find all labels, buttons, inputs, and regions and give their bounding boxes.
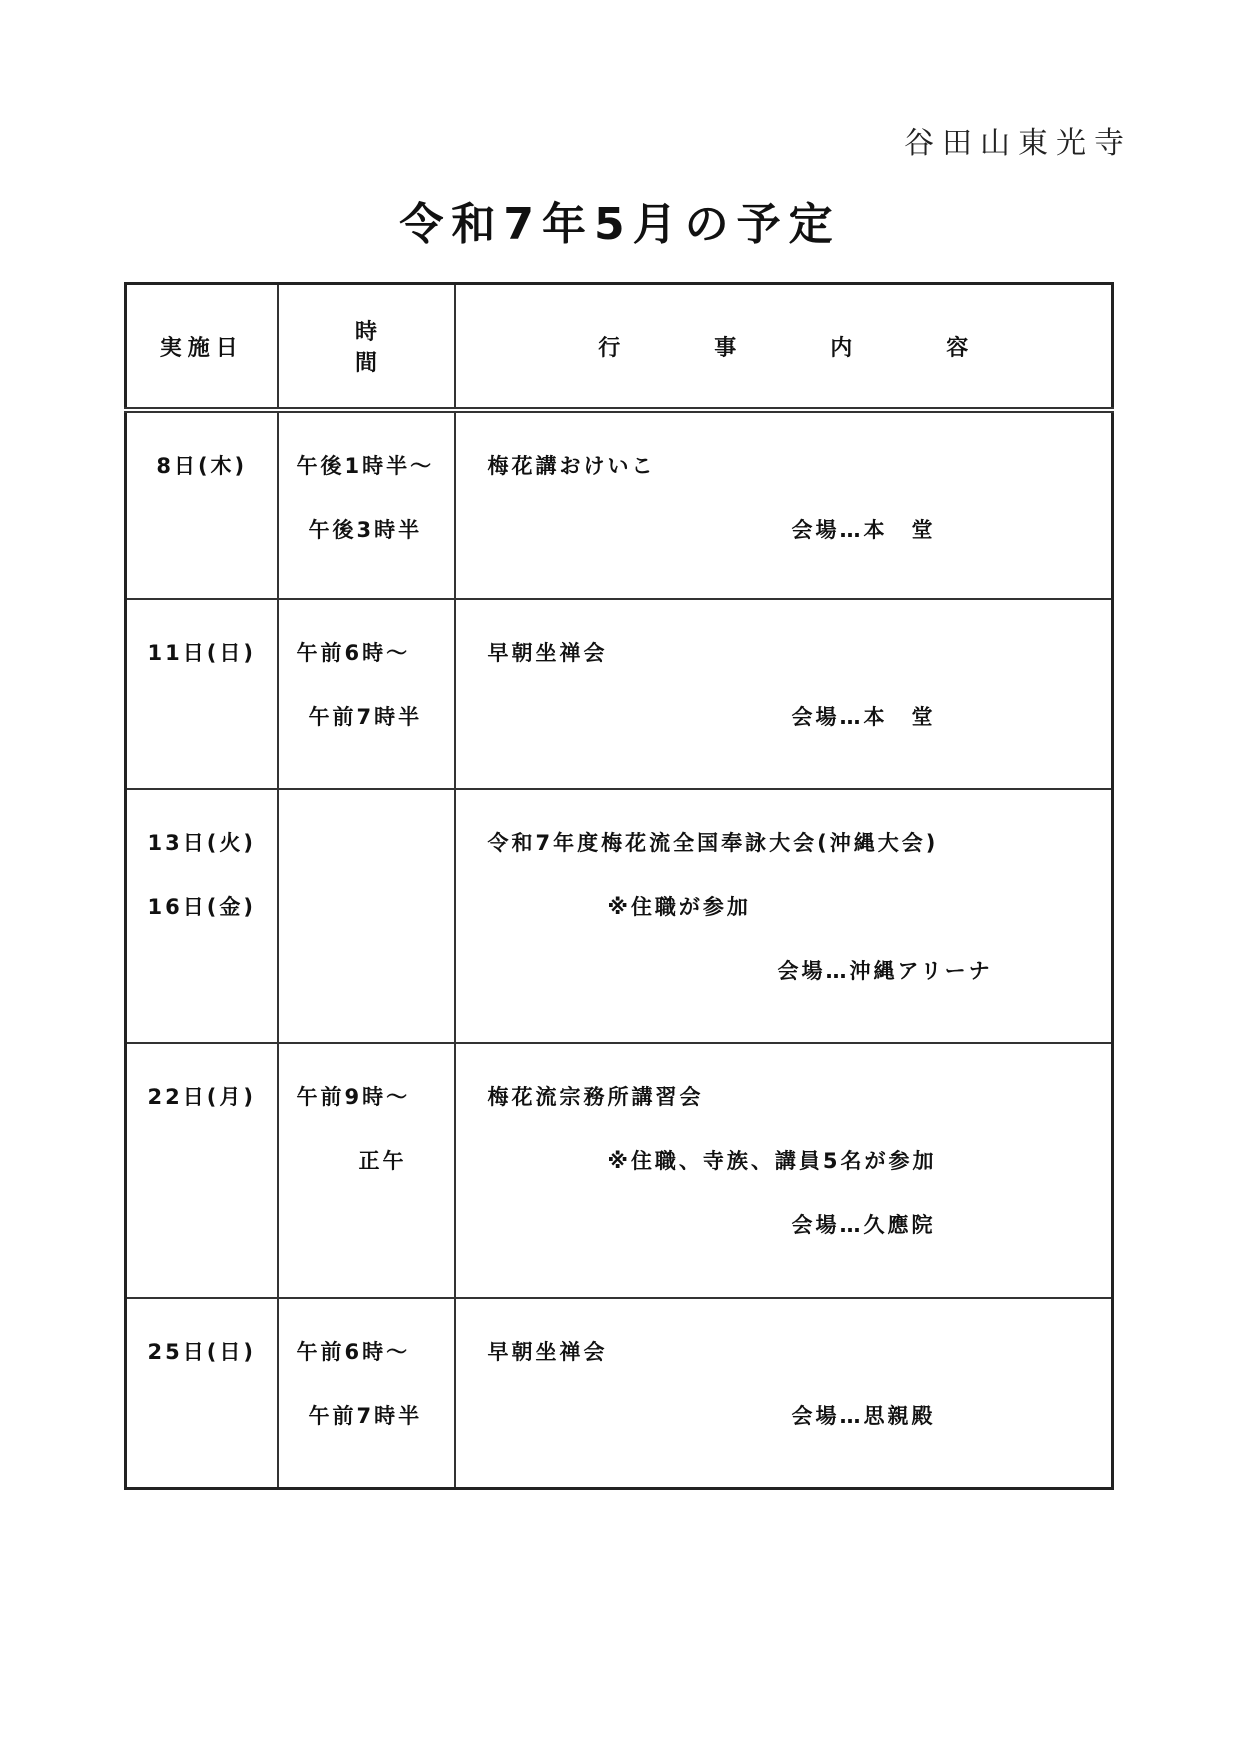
page-title: 令和7年5月の予定 (399, 199, 841, 250)
content-cell (455, 1298, 1113, 1488)
event-name: 令和7年度梅花流全国奉詠大会(沖縄大会) (487, 831, 939, 855)
time-start: 午後1時半～ (296, 454, 435, 478)
event-venue: 会場…本 堂 (791, 518, 936, 542)
content-cell (455, 410, 1113, 599)
time-end: 午前7時半 (308, 705, 423, 729)
event-name: 梅花流宗務所講習会 (487, 1085, 704, 1109)
table-row (126, 599, 1113, 789)
time-end: 午後3時半 (308, 518, 423, 542)
date-cell (126, 599, 278, 789)
time-start: 午前6時～ (296, 1340, 411, 1364)
event-note: ※住職が参加 (607, 895, 751, 919)
schedule-table (124, 282, 1114, 1490)
time-end: 正午 (358, 1149, 407, 1173)
event-venue: 会場…沖縄アリーナ (777, 959, 993, 983)
table-row (126, 410, 1113, 599)
event-note: ※住職、寺族、講員5名が参加 (607, 1149, 937, 1173)
time-cell (278, 789, 455, 1043)
event-name: 早朝坐禅会 (487, 641, 608, 665)
table-row (126, 789, 1113, 1043)
date-text: 13日(火) (147, 831, 256, 855)
date-text: 8日(木) (156, 454, 248, 478)
time-start: 午前6時～ (296, 641, 411, 665)
table-row (126, 1298, 1113, 1488)
date-text: 11日(日) (147, 641, 256, 665)
table-header-row (126, 284, 1113, 411)
date-cell (126, 789, 278, 1043)
time-cell (278, 1298, 455, 1488)
date-text: 25日(日) (147, 1340, 256, 1364)
event-name: 梅花講おけいこ (487, 454, 656, 478)
event-venue: 会場…久應院 (791, 1213, 936, 1237)
temple-name: 谷田山東光寺 (904, 126, 1132, 161)
date-text: 22日(月) (147, 1085, 256, 1109)
time-cell (278, 599, 455, 789)
content-cell (455, 599, 1113, 789)
event-venue: 会場…思親殿 (791, 1404, 936, 1428)
date-text-end: 16日(金) (147, 895, 256, 919)
time-start: 午前9時～ (296, 1085, 411, 1109)
time-end: 午前7時半 (308, 1404, 423, 1428)
content-cell (455, 789, 1113, 1043)
column-header-date: 実施日 (126, 284, 278, 411)
date-cell (126, 1298, 278, 1488)
date-cell (126, 410, 278, 599)
time-cell (278, 410, 455, 599)
event-venue: 会場…本 堂 (791, 705, 936, 729)
date-cell (126, 1043, 278, 1298)
column-header-content: 行 事 内 容 (455, 284, 1113, 411)
event-name: 早朝坐禅会 (487, 1340, 608, 1364)
time-cell (278, 1043, 455, 1298)
content-cell (455, 1043, 1113, 1298)
column-header-time: 時 間 (278, 284, 455, 411)
table-row (126, 1043, 1113, 1298)
